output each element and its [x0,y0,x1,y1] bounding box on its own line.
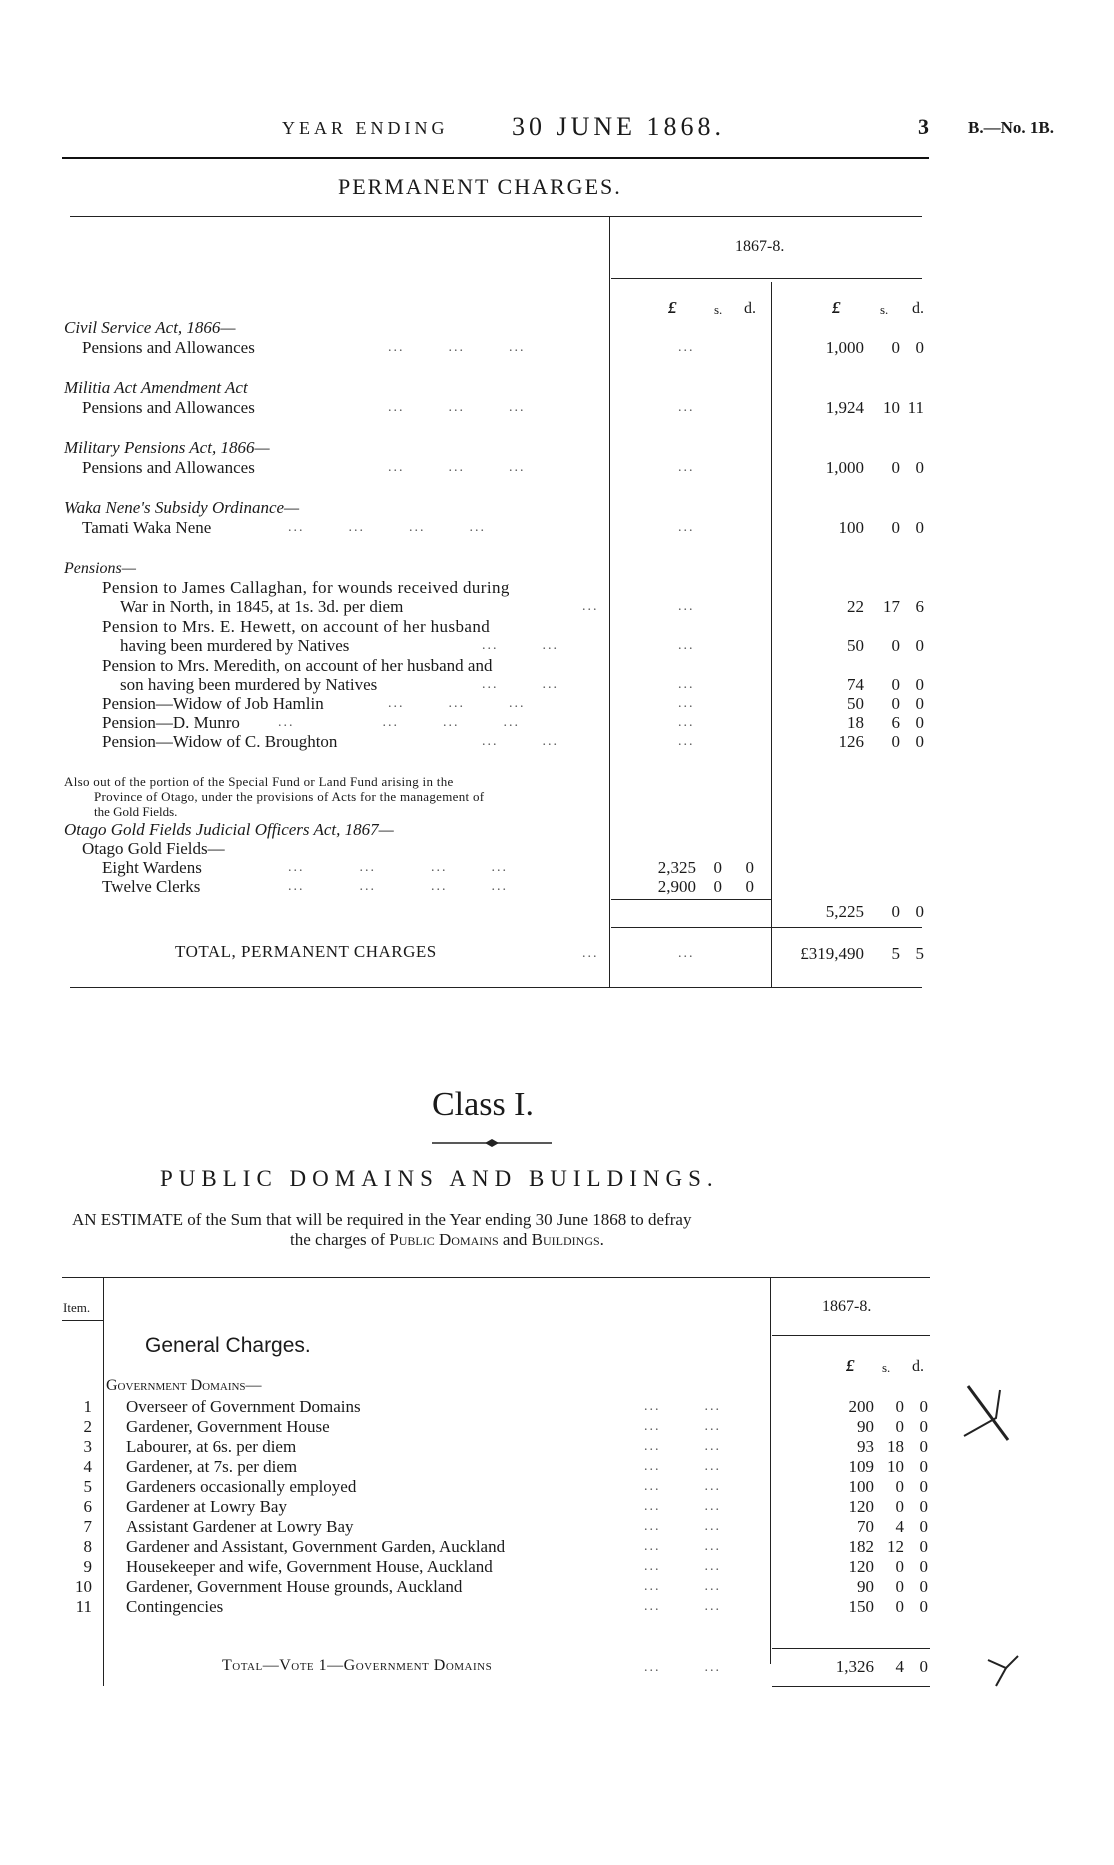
civil-service-col1-ellipsis: ... [678,340,695,355]
perm-col2-pence: d. [912,300,924,317]
item-column-header: Item. [63,1300,91,1315]
estimate-item-pounds: 120 [848,1497,874,1516]
pension-meredith-pence: 0 [915,675,924,694]
civil-service-leader: ... ... ... [388,340,526,355]
handwritten-tick-mark [984,1650,1024,1690]
header-year-ending: YEAR ENDING [282,118,449,138]
estimate-item-pence: 0 [919,1437,928,1456]
grand-total-label: TOTAL, PERMANENT CHARGES [175,942,437,961]
pension-hewett-leader: ... ... [482,638,559,653]
pension-meredith-leader: ... ... [482,677,559,692]
otago-total-shillings: 0 [891,902,900,921]
otago-clerks-label: Twelve Clerks [102,877,201,896]
pension-hewett-line1: Pension to Mrs. E. Hewett, on account of her husband [102,617,491,636]
estimate-item-label: Housekeeper and wife, Government House, Auckland [126,1557,493,1576]
military-pensions-total-shillings: 0 [891,458,900,477]
estimate-item-shillings: 0 [895,1577,904,1596]
estimate-item-number: 9 [83,1557,92,1576]
pension-hamlin-pence: 0 [915,694,924,713]
header-rule [62,157,929,159]
militia-total-pounds: 1,924 [825,398,864,417]
estimate-item-pence: 0 [919,1477,928,1496]
estimate-item-label: Gardener, Government House [126,1417,330,1436]
pension-munro-shillings: 6 [891,713,900,732]
perm-col2-pound: £ [832,298,841,317]
otago-clerks-leader: ... ... ... ... [288,879,508,894]
estimate-item-label: Assistant Gardener at Lowry Bay [126,1517,354,1536]
pension-callaghan-line1: Pension to James Callaghan, for wounds received during [102,578,510,597]
otago-wardens-leader: ... ... ... ... [288,860,508,875]
grand-total-pence: 5 [915,944,924,963]
handwritten-cross-mark [960,1378,1020,1448]
waka-nene-total-pounds: 100 [838,518,864,537]
militia-total-shillings: 10 [883,398,900,417]
estimate-item-pounds: 120 [848,1557,874,1576]
waka-nene-leader: ... ... ... ... [288,520,486,535]
military-pensions-leader: ... ... ... [388,460,526,475]
grand-total-pounds: £319,490 [800,944,864,963]
waka-nene-col1-ellipsis: ... [678,520,695,535]
military-pensions-item: Pensions and Allowances [82,458,255,477]
estimate-item-pence: 0 [919,1537,928,1556]
otago-clerks-pence: 0 [745,877,754,896]
estimate-amount-divider [770,1278,771,1664]
permanent-table-bottom-rule [70,987,922,988]
government-domains-subheading: Government Domains— [106,1377,262,1394]
ornament-rule [432,1136,552,1148]
pension-hamlin-leader: ... ... ... [388,696,526,711]
estimate-item-number: 2 [83,1417,92,1436]
estimate-item-number: 3 [83,1437,92,1456]
vote-total-shillings: 4 [895,1657,904,1676]
pension-callaghan-line2: War in North, in 1845, at 1s. 3d. per diem [120,597,404,616]
estimate-item-pence: 0 [919,1517,928,1536]
permanent-inner-column-divider [771,282,772,987]
grand-total-shillings: 5 [891,944,900,963]
estimate-item-number: 1 [83,1397,92,1416]
estimate-item-leader: ... ... [644,1579,721,1594]
estimate-item-shillings: 0 [895,1397,904,1416]
pension-meredith-line1: Pension to Mrs. Meredith, on account of her husband and [102,656,493,675]
pension-callaghan-pounds: 22 [847,597,864,616]
military-pensions-col1-ellipsis: ... [678,460,695,475]
estimate-item-leader: ... ... [644,1599,721,1614]
class-subtitle: PUBLIC DOMAINS AND BUILDINGS. [160,1166,719,1191]
estimate-line1: AN ESTIMATE of the Sum that will be required in the Year ending 30 June 1868 to defray [72,1210,692,1229]
estimate-item-leader: ... ... [644,1519,721,1534]
also-note-line1: Also out of the portion of the Special Fund or Land Fund arising in the [64,774,454,789]
estimate-item-label: Labourer, at 6s. per diem [126,1437,297,1456]
pension-hamlin-pounds: 50 [847,694,864,713]
estimate-item-pounds: 100 [848,1477,874,1496]
estimate-pence-header: d. [912,1358,924,1375]
estimate-item-number: 11 [75,1597,92,1616]
estimate-item-label: Gardener and Assistant, Government Garden, Auckland [126,1537,506,1556]
estimate-item-shillings: 12 [887,1537,904,1556]
pension-meredith-line2: son having been murdered by Natives [120,675,378,694]
permanent-table-top-rule [70,216,922,217]
pension-meredith-col1-ellipsis: ... [678,677,695,692]
grand-total-top-rule [611,927,922,928]
militia-col1-ellipsis: ... [678,400,695,415]
pension-callaghan-shillings: 17 [883,597,900,616]
pension-hamlin-col1-ellipsis: ... [678,696,695,711]
waka-nene-heading: Waka Nene's Subsidy Ordinance— [64,498,300,517]
estimate-year-col: 1867-8. [822,1298,872,1315]
header-date: 30 JUNE 1868. [512,112,726,141]
estimate-item-leader: ... ... [644,1459,721,1474]
pension-hewett-line2: having been murdered by Natives [120,636,350,655]
document-reference: B.—No. 1B. [968,118,1054,137]
estimate-item-number: 7 [83,1517,92,1536]
estimate-item-shillings: 0 [895,1497,904,1516]
otago-total-pence: 0 [915,902,924,921]
estimate-item-number: 5 [83,1477,92,1496]
estimate-year-rule [772,1335,930,1336]
otago-act-heading: Otago Gold Fields Judicial Officers Act, 1867— [64,820,394,839]
pension-callaghan-col1-ellipsis: ... [678,599,695,614]
permanent-table-divider [609,217,610,987]
estimate-shillings-header: s. [882,1360,891,1375]
pension-broughton-leader: ... ... [482,734,559,749]
estimate-item-pence: 0 [919,1557,928,1576]
estimate-item-shillings: 18 [887,1437,904,1456]
permanent-year-rule [611,278,922,279]
otago-clerks-pounds: 2,900 [657,877,696,896]
waka-nene-total-pence: 0 [915,518,924,537]
militia-heading: Militia Act Amendment Act [64,378,248,397]
estimate-pound-header: £ [846,1356,855,1375]
otago-clerks-shillings: 0 [713,877,722,896]
civil-service-total-pounds: 1,000 [825,338,864,357]
estimate-item-label: Gardener at Lowry Bay [126,1497,287,1516]
estimate-item-leader: ... ... [644,1479,721,1494]
grand-total-leader: ... [582,946,599,961]
pension-hewett-pence: 0 [915,636,924,655]
military-pensions-total-pence: 0 [915,458,924,477]
estimate-table-top-rule [62,1277,930,1278]
otago-total-pounds: 5,225 [825,902,864,921]
estimate-item-leader: ... ... [644,1559,721,1574]
pension-broughton-line1: Pension—Widow of C. Broughton [102,732,338,751]
militia-leader: ... ... ... [388,400,526,415]
estimate-item-label: Gardener, Government House grounds, Auckland [126,1577,463,1596]
militia-total-pence: 11 [907,398,924,417]
civil-service-total-pence: 0 [915,338,924,357]
pension-munro-col1-ellipsis: ... [678,715,695,730]
estimate-item-pence: 0 [919,1397,928,1416]
pension-munro-pounds: 18 [847,713,864,732]
perm-col1-shillings: s. [714,302,723,317]
estimate-item-pounds: 109 [848,1457,874,1476]
perm-col2-shillings: s. [880,302,889,317]
estimate-item-shillings: 10 [887,1457,904,1476]
estimate-item-pounds: 90 [857,1417,874,1436]
pension-hamlin-shillings: 0 [891,694,900,713]
pension-munro-pence: 0 [915,713,924,732]
pension-hewett-shillings: 0 [891,636,900,655]
estimate-item-shillings: 0 [895,1597,904,1616]
grand-total-col1-ellipsis: ... [678,946,695,961]
pension-meredith-pounds: 74 [847,675,864,694]
estimate-item-leader: ... ... [644,1539,721,1554]
waka-nene-item: Tamati Waka Nene [82,518,212,537]
pension-broughton-pence: 0 [915,732,924,751]
estimate-item-shillings: 0 [895,1557,904,1576]
estimate-item-shillings: 0 [895,1417,904,1436]
estimate-item-label: Overseer of Government Domains [126,1397,361,1416]
estimate-item-pounds: 90 [857,1577,874,1596]
also-note-line2: Province of Otago, under the provisions of Acts for the management of [94,789,485,804]
estimate-item-pence: 0 [919,1497,928,1516]
otago-wardens-shillings: 0 [713,858,722,877]
estimate-item-pence: 0 [919,1417,928,1436]
estimate-item-shillings: 0 [895,1477,904,1496]
pensions-heading: Pensions— [64,560,136,577]
pension-broughton-pounds: 126 [838,732,864,751]
pension-munro-line1: Pension—D. Munro [102,713,240,732]
pension-callaghan-pence: 6 [915,597,924,616]
estimate-item-label: Gardeners occasionally employed [126,1477,357,1496]
estimate-item-pounds: 70 [857,1517,874,1536]
permanent-charges-title: PERMANENT CHARGES. [338,174,622,199]
perm-col1-pence: d. [744,300,756,317]
estimate-item-pence: 0 [919,1457,928,1476]
estimate-item-pence: 0 [919,1597,928,1616]
civil-service-heading: Civil Service Act, 1866— [64,318,236,337]
otago-subtotal-rule [611,899,771,900]
estimate-item-number: 4 [83,1457,92,1476]
permanent-year-col: 1867-8. [735,238,785,255]
estimate-item-pounds: 182 [848,1537,874,1556]
pension-hewett-col1-ellipsis: ... [678,638,695,653]
estimate-item-leader: ... ... [644,1399,721,1414]
otago-wardens-pounds: 2,325 [657,858,696,877]
estimate-item-leader: ... ... [644,1439,721,1454]
vote-total-leader: ... ... [644,1660,721,1675]
estimate-item-pounds: 200 [848,1397,874,1416]
estimate-item-leader: ... ... [644,1499,721,1514]
civil-service-total-shillings: 0 [891,338,900,357]
estimate-item-number: 8 [83,1537,92,1556]
estimate-item-number: 10 [75,1577,92,1596]
item-header-rule [62,1320,103,1321]
estimate-line2: the charges of Public Domains and Buildings. [290,1230,604,1249]
otago-wardens-pence: 0 [745,858,754,877]
estimate-item-leader: ... ... [644,1419,721,1434]
pension-broughton-shillings: 0 [891,732,900,751]
estimate-item-number: 6 [83,1497,92,1516]
pension-meredith-shillings: 0 [891,675,900,694]
military-pensions-total-pounds: 1,000 [825,458,864,477]
estimate-item-label: Contingencies [126,1597,224,1616]
pension-hamlin-line1: Pension—Widow of Job Hamlin [102,694,324,713]
military-pensions-heading: Military Pensions Act, 1866— [64,438,270,457]
vote-total-bottom-rule [772,1686,930,1687]
pension-broughton-col1-ellipsis: ... [678,734,695,749]
also-note-line3: the Gold Fields. [94,804,178,819]
class-title: Class I. [432,1086,534,1123]
vote-total-pounds: 1,326 [835,1657,874,1676]
estimate-item-label: Gardener, at 7s. per diem [126,1457,298,1476]
pension-callaghan-leader: ... [582,599,599,614]
pension-hewett-pounds: 50 [847,636,864,655]
vote-total-label: Total—Vote 1—Government Domains [222,1657,493,1674]
otago-gold-fields-subheading: Otago Gold Fields— [82,839,225,858]
militia-item: Pensions and Allowances [82,398,255,417]
perm-col1-pound: £ [668,298,677,317]
general-charges-heading: General Charges. [145,1334,311,1357]
estimate-item-divider [103,1278,104,1686]
civil-service-item: Pensions and Allowances [82,338,255,357]
estimate-item-shillings: 4 [895,1517,904,1536]
page-number: 3 [918,114,929,139]
estimate-item-pounds: 150 [848,1597,874,1616]
estimate-item-pounds: 93 [857,1437,874,1456]
vote-total-pence: 0 [919,1657,928,1676]
vote-total-top-rule [772,1648,930,1649]
waka-nene-total-shillings: 0 [891,518,900,537]
otago-wardens-label: Eight Wardens [102,858,202,877]
pension-munro-leader: ... ... ... ... [278,715,520,730]
estimate-item-pence: 0 [919,1577,928,1596]
